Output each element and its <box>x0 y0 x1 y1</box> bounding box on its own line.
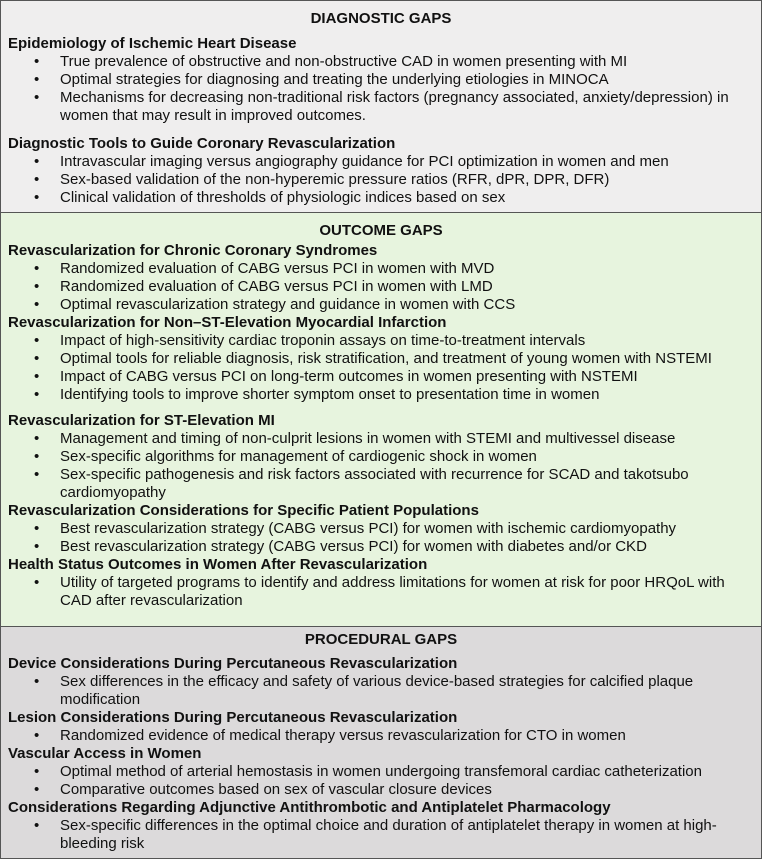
bullet-list <box>1 817 761 853</box>
list-item: • Intravascular imaging versus angiography guidance for PCI optimization in women and men <box>1 153 761 171</box>
list-item: • Sex-specific pathogenesis and risk factors associated with recurrence for SCAD and takotsubo cardiomyopathy <box>1 466 761 502</box>
list-item: • Sex-specific differences in the optimal choice and duration of antiplatelet therapy in women at high-bleeding risk <box>1 817 761 853</box>
group-heading: Diagnostic Tools to Guide Coronary Revascularization <box>8 135 396 152</box>
group-heading: Vascular Access in Women <box>8 745 202 762</box>
list-item: • Sex differences in the efficacy and safety of various device-based strategies for calcified plaque modification <box>1 673 761 709</box>
list-item: • Utility of targeted programs to identify and address limitations for women at risk for poor HRQoL with CAD after revascularization <box>1 574 761 610</box>
list-item: • Randomized evidence of medical therapy versus revascularization for CTO in women <box>1 727 761 745</box>
section-title: OUTCOME GAPS <box>319 222 443 239</box>
list-item: • Sex-based validation of the non-hyperemic pressure ratios (RFR, dPR, DPR, DFR) <box>1 171 761 189</box>
group-heading: Considerations Regarding Adjunctive Antithrombotic and Antiplatelet Pharmacology <box>8 799 611 816</box>
group-heading: Revascularization for Non–ST-Elevation Myocardial Infarction <box>8 314 447 331</box>
list-item: • Randomized evaluation of CABG versus PCI in women with LMD <box>1 278 761 296</box>
group-heading: Revascularization for ST-Elevation MI <box>8 412 275 429</box>
bullet-list <box>1 727 761 745</box>
group-heading: Revascularization for Chronic Coronary Syndromes <box>8 242 378 259</box>
bullet-list <box>1 673 761 709</box>
list-item: • Optimal tools for reliable diagnosis, risk stratification, and treatment of young women with NSTEMI <box>1 350 761 368</box>
section-diagnostic-gaps <box>0 0 762 213</box>
list-item: • Randomized evaluation of CABG versus PCI in women with MVD <box>1 260 761 278</box>
list-item: • Best revascularization strategy (CABG versus PCI) for women with ischemic cardiomyopathy <box>1 520 761 538</box>
bullet-list <box>1 53 761 125</box>
list-item: • Identifying tools to improve shorter symptom onset to presentation time in women <box>1 386 761 404</box>
bullet-list <box>1 260 761 314</box>
group-heading: Lesion Considerations During Percutaneous Revascularization <box>8 709 458 726</box>
section-procedural-gaps <box>0 626 762 859</box>
list-item: • Sex-specific algorithms for management of cardiogenic shock in women <box>1 448 761 466</box>
section-title: PROCEDURAL GAPS <box>304 631 458 648</box>
group-heading: Device Considerations During Percutaneous Revascularization <box>8 655 458 672</box>
section-title: DIAGNOSTIC GAPS <box>310 10 452 27</box>
bullet-list <box>1 332 761 404</box>
bullet-list <box>1 520 761 556</box>
list-item: • True prevalence of obstructive and non-obstructive CAD in women presenting with MI <box>1 53 761 71</box>
list-item: • Optimal strategies for diagnosing and treating the underlying etiologies in MINOCA <box>1 71 761 89</box>
bullet-list <box>1 430 761 502</box>
group-heading: Revascularization Considerations for Specific Patient Populations <box>8 502 479 519</box>
list-item: • Optimal revascularization strategy and guidance in women with CCS <box>1 296 761 314</box>
section-outcome-gaps <box>0 212 762 627</box>
list-item: • Impact of high-sensitivity cardiac troponin assays on time-to-treatment intervals <box>1 332 761 350</box>
group-heading: Health Status Outcomes in Women After Revascularization <box>8 556 428 573</box>
list-item: • Comparative outcomes based on sex of vascular closure devices <box>1 781 761 799</box>
group-heading: Epidemiology of Ischemic Heart Disease <box>8 35 297 52</box>
list-item: • Mechanisms for decreasing non-traditional risk factors (pregnancy associated, anxiety/depression) in women that may result in improved outcomes. <box>1 89 761 125</box>
list-item: • Impact of CABG versus PCI on long-term outcomes in women presenting with NSTEMI <box>1 368 761 386</box>
bullet-list <box>1 574 761 610</box>
list-item: • Best revascularization strategy (CABG versus PCI) for women with diabetes and/or CKD <box>1 538 761 556</box>
list-item: • Clinical validation of thresholds of physiologic indices based on sex <box>1 189 761 207</box>
bullet-list <box>1 763 761 799</box>
list-item: • Optimal method of arterial hemostasis in women undergoing transfemoral cardiac catheterization <box>1 763 761 781</box>
list-item: • Management and timing of non-culprit lesions in women with STEMI and multivessel disease <box>1 430 761 448</box>
bullet-list <box>1 153 761 207</box>
